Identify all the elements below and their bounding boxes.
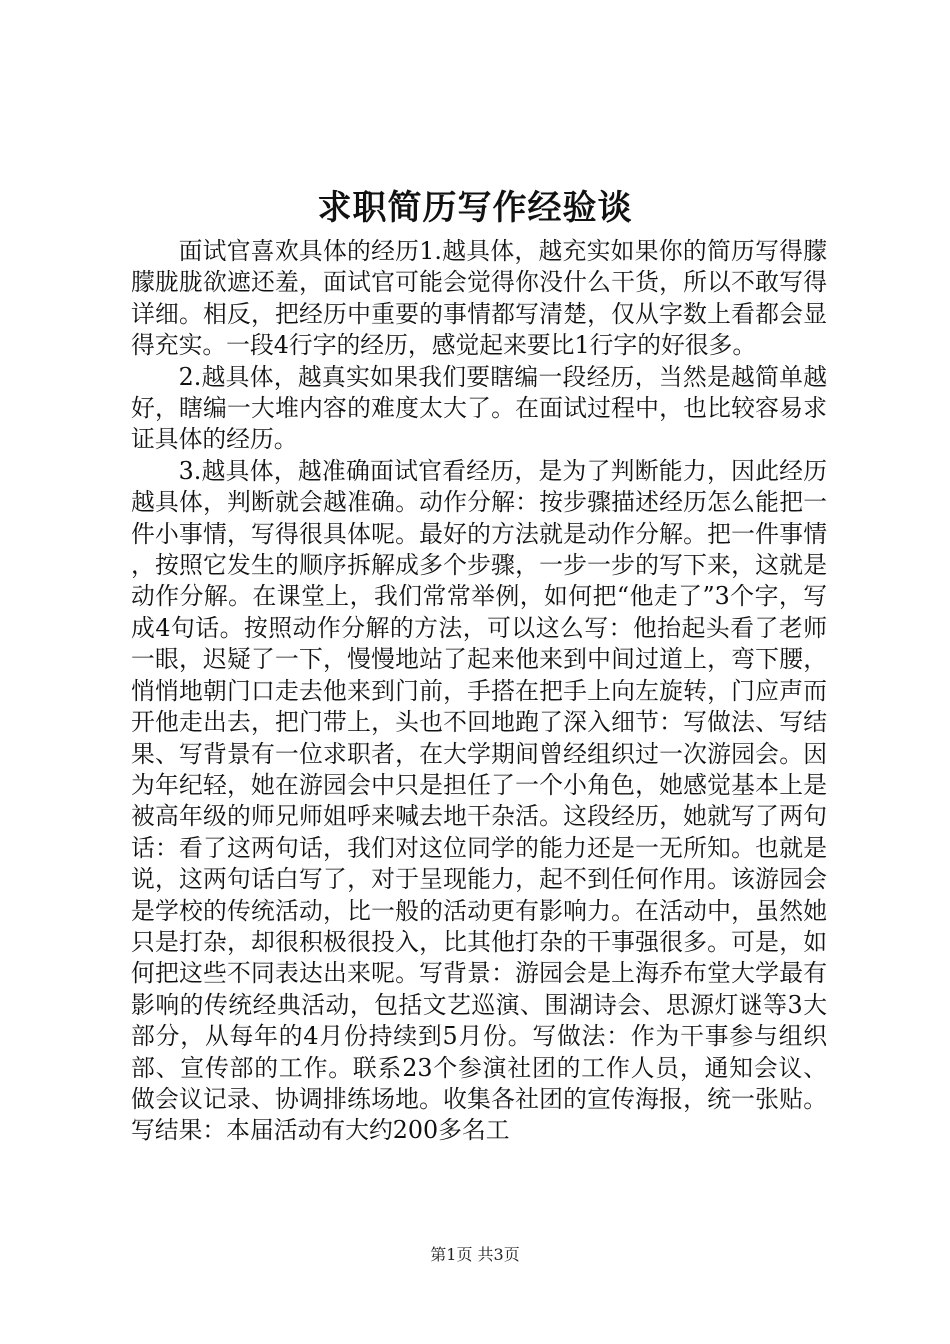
document-title: 求职简历写作经验谈 [317,188,633,228]
document-body [131,236,827,1147]
page-total: 共3页 [477,1245,520,1264]
paragraph: 3.越具体，越准确面试官看经历，是为了判断能力，因此经历越具体，判断就会越准确。动作分解：按步骤描述经历怎么能把一件小事情，写得很具体呢。最好的方法就是动作分解。把一件事情，按照它发生的顺序拆解成多个步骤，一步一步的写下来，这就是动作分解。在课堂上，我们常常举例，如何把“他走了”3个字，写成4句话。按照动作分解的方法，可以这么写：他抬起头看了老师一眼，迟疑了一下，慢慢地站了起来他来到中间过道上，弯下腰，悄悄地朝门口走去他来到门前，手搭在把手上向左旋转，门应声而开他走出去，把门带上，头也不回地跑了深入细节：写做法、写结果、写背景有一位求职者，在大学期间曾经组织过一次游园会。因为年纪轻，她在游园会中只是担任了一个小角色，她感觉基本上是被高年级的师兄师姐呼来喊去地干杂活。这段经历，她就写了两句话：看了这两句话，我们对这位同学的能力还是一无所知。也就是说，这两句话白写了，对于呈现能力，起不到任何作用。该游园会是学校的传统活动，比一般的活动更有影响力。在活动中，虽然她只是打杂，却很积极很投入，比其他打杂的干事强很多。可是，如何把这些不同表达出来呢。写背景：游园会是上海乔布堂大学最有影响的传统经典活动，包括文艺巡演、围湖诗会、思源灯谜等3大部分，从每年的4月份持续到5月份。写做法：作为干事参与组织部、宣传部的工作。联系23个参演社团的工作人员，通知会议、做会议记录、协调排练场地。收集各社团的宣传海报，统一张贴。写结果：本届活动有大约200多名工 [131,456,827,1145]
paragraph: 2.越具体，越真实如果我们要瞎编一段经历，当然是越简单越好，瞎编一大堆内容的难度太大了。在面试过程中，也比较容易求证具体的经历。 [131,362,827,454]
page-footer [0,1244,950,1266]
page-number: 第1页 [430,1245,473,1264]
paragraph: 面试官喜欢具体的经历1.越具体，越充实如果你的简历写得朦朦胧胧欲遮还羞，面试官可能会觉得你没什么干货，所以不敢写得详细。相反，把经历中重要的事情都写清楚，仅从字数上看都会显得充实。一段4行字的经历，感觉起来要比1行字的好很多。 [131,237,827,360]
